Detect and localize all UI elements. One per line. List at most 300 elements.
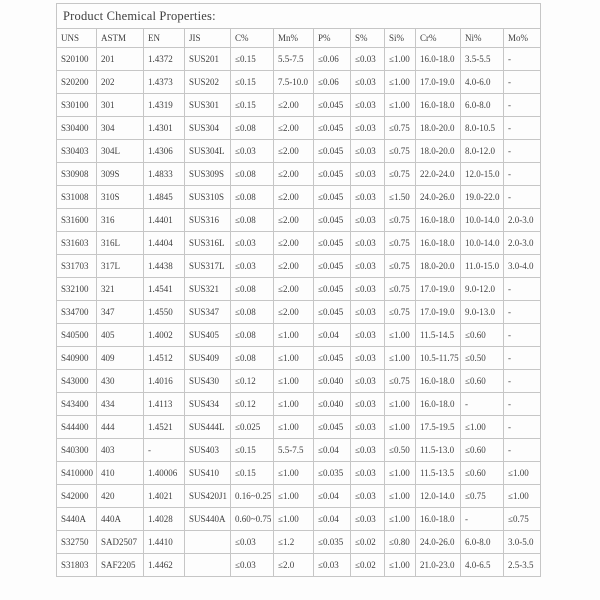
column-header-mo: Mo% — [504, 29, 541, 48]
cell-astm: SAF2205 — [97, 554, 144, 577]
cell-jis — [185, 531, 231, 554]
cell-mo: 3.0-5.0 — [504, 531, 541, 554]
table-row — [57, 94, 541, 117]
cell-astm: 317L — [97, 255, 144, 278]
cell-cr: 24.0-26.0 — [416, 531, 461, 554]
cell-mn: ≤1.00 — [274, 370, 314, 393]
cell-mo: - — [504, 186, 541, 209]
cell-c: 0.16~0.25 — [231, 485, 274, 508]
cell-uns: S30100 — [57, 94, 97, 117]
cell-astm: 430 — [97, 370, 144, 393]
cell-p: ≤0.03 — [314, 554, 351, 577]
cell-c: ≤0.08 — [231, 186, 274, 209]
cell-astm: 316 — [97, 209, 144, 232]
cell-cr: 16.0-18.0 — [416, 370, 461, 393]
cell-en: 1.4550 — [144, 301, 185, 324]
cell-ni: ≤0.60 — [461, 462, 504, 485]
cell-ni: 6.0-8.0 — [461, 531, 504, 554]
cell-astm: 304L — [97, 140, 144, 163]
cell-s: ≤0.03 — [351, 232, 385, 255]
cell-ni: - — [461, 508, 504, 531]
cell-c: ≤0.025 — [231, 416, 274, 439]
table-row — [57, 301, 541, 324]
cell-s: ≤0.03 — [351, 439, 385, 462]
table-row — [57, 255, 541, 278]
table-row — [57, 278, 541, 301]
cell-p: ≤0.045 — [314, 163, 351, 186]
cell-ni: ≤1.00 — [461, 416, 504, 439]
table-row — [57, 370, 541, 393]
column-header-cr: Cr% — [416, 29, 461, 48]
cell-astm: 440A — [97, 508, 144, 531]
cell-c: ≤0.03 — [231, 255, 274, 278]
cell-s: ≤0.02 — [351, 531, 385, 554]
cell-s: ≤0.03 — [351, 209, 385, 232]
cell-cr: 21.0-23.0 — [416, 554, 461, 577]
cell-mo: - — [504, 117, 541, 140]
column-header-ni: Ni% — [461, 29, 504, 48]
cell-ni: ≤0.60 — [461, 324, 504, 347]
cell-p: ≤0.045 — [314, 140, 351, 163]
cell-en: 1.4372 — [144, 48, 185, 71]
cell-jis: SUS317L — [185, 255, 231, 278]
cell-uns: S32100 — [57, 278, 97, 301]
cell-p: ≤0.06 — [314, 48, 351, 71]
cell-cr: 17.0-19.0 — [416, 71, 461, 94]
cell-mn: ≤1.2 — [274, 531, 314, 554]
cell-jis: SUS420J1 — [185, 485, 231, 508]
cell-si: ≤1.00 — [385, 393, 416, 416]
cell-cr: 18.0-20.0 — [416, 117, 461, 140]
cell-astm: 347 — [97, 301, 144, 324]
cell-mo: ≤1.00 — [504, 462, 541, 485]
cell-si: ≤0.50 — [385, 439, 416, 462]
cell-ni: 12.0-15.0 — [461, 163, 504, 186]
cell-p: ≤0.04 — [314, 508, 351, 531]
cell-mo: - — [504, 163, 541, 186]
cell-cr: 24.0-26.0 — [416, 186, 461, 209]
cell-p: ≤0.06 — [314, 71, 351, 94]
cell-ni: 10.0-14.0 — [461, 209, 504, 232]
cell-mo: - — [504, 301, 541, 324]
cell-c: ≤0.08 — [231, 301, 274, 324]
table-row — [57, 140, 541, 163]
cell-astm: 202 — [97, 71, 144, 94]
cell-en: 1.4541 — [144, 278, 185, 301]
cell-en: 1.4833 — [144, 163, 185, 186]
cell-cr: 18.0-20.0 — [416, 255, 461, 278]
cell-mn: 5.5-7.5 — [274, 48, 314, 71]
cell-astm: SAD2507 — [97, 531, 144, 554]
cell-c: ≤0.08 — [231, 117, 274, 140]
table-row — [57, 324, 541, 347]
cell-mo: 2.0-3.0 — [504, 209, 541, 232]
cell-uns: S30400 — [57, 117, 97, 140]
cell-mo: ≤1.00 — [504, 485, 541, 508]
cell-mo: - — [504, 324, 541, 347]
cell-jis: SUS430 — [185, 370, 231, 393]
cell-uns: S42000 — [57, 485, 97, 508]
cell-p: ≤0.045 — [314, 347, 351, 370]
cell-si: ≤0.75 — [385, 370, 416, 393]
cell-c: ≤0.03 — [231, 554, 274, 577]
cell-astm: 321 — [97, 278, 144, 301]
table-row — [57, 393, 541, 416]
cell-astm: 420 — [97, 485, 144, 508]
column-header-uns: UNS — [57, 29, 97, 48]
cell-cr: 16.0-18.0 — [416, 232, 461, 255]
cell-uns: S440A — [57, 508, 97, 531]
cell-p: ≤0.04 — [314, 439, 351, 462]
column-header-si: Si% — [385, 29, 416, 48]
cell-si: ≤0.75 — [385, 209, 416, 232]
cell-si: ≤0.75 — [385, 163, 416, 186]
cell-en: 1.4401 — [144, 209, 185, 232]
cell-cr: 10.5-11.75 — [416, 347, 461, 370]
cell-si: ≤0.80 — [385, 531, 416, 554]
table-header-row — [57, 29, 541, 48]
column-header-c: C% — [231, 29, 274, 48]
cell-mo: - — [504, 416, 541, 439]
cell-si: ≤1.00 — [385, 71, 416, 94]
column-header-p: P% — [314, 29, 351, 48]
cell-mn: ≤1.00 — [274, 485, 314, 508]
cell-mo: - — [504, 48, 541, 71]
cell-astm: 405 — [97, 324, 144, 347]
table-body — [57, 48, 541, 577]
cell-c: ≤0.12 — [231, 393, 274, 416]
cell-en: 1.4512 — [144, 347, 185, 370]
table-row — [57, 48, 541, 71]
cell-uns: S44400 — [57, 416, 97, 439]
cell-mo: - — [504, 347, 541, 370]
cell-mo: - — [504, 140, 541, 163]
chemical-properties-table — [56, 3, 541, 577]
cell-cr: 18.0-20.0 — [416, 140, 461, 163]
column-header-s: S% — [351, 29, 385, 48]
cell-mn: ≤2.0 — [274, 554, 314, 577]
cell-ni: ≤0.60 — [461, 439, 504, 462]
cell-s: ≤0.03 — [351, 508, 385, 531]
cell-mn: ≤2.00 — [274, 255, 314, 278]
table-row — [57, 232, 541, 255]
cell-mn: ≤2.00 — [274, 232, 314, 255]
cell-jis: SUS201 — [185, 48, 231, 71]
cell-uns: S40500 — [57, 324, 97, 347]
cell-mo: - — [504, 439, 541, 462]
cell-p: ≤0.040 — [314, 393, 351, 416]
cell-c: ≤0.08 — [231, 278, 274, 301]
cell-p: ≤0.045 — [314, 94, 351, 117]
cell-astm: 310S — [97, 186, 144, 209]
cell-jis: SUS405 — [185, 324, 231, 347]
cell-en: 1.4404 — [144, 232, 185, 255]
page-title: Product Chemical Properties: — [57, 4, 541, 29]
cell-astm: 444 — [97, 416, 144, 439]
cell-s: ≤0.03 — [351, 462, 385, 485]
cell-c: 0.60~0.75 — [231, 508, 274, 531]
cell-p: ≤0.045 — [314, 278, 351, 301]
table-row — [57, 485, 541, 508]
cell-en: 1.4002 — [144, 324, 185, 347]
cell-ni: 8.0-10.5 — [461, 117, 504, 140]
table-row — [57, 71, 541, 94]
cell-uns: S32750 — [57, 531, 97, 554]
cell-p: ≤0.045 — [314, 301, 351, 324]
cell-uns: S31803 — [57, 554, 97, 577]
cell-ni: 11.0-15.0 — [461, 255, 504, 278]
cell-jis: SUS316L — [185, 232, 231, 255]
column-header-astm: ASTM — [97, 29, 144, 48]
cell-si: ≤0.75 — [385, 278, 416, 301]
cell-jis: SUS440A — [185, 508, 231, 531]
cell-c: ≤0.15 — [231, 71, 274, 94]
cell-en: 1.4113 — [144, 393, 185, 416]
cell-si: ≤1.00 — [385, 462, 416, 485]
cell-c: ≤0.08 — [231, 347, 274, 370]
cell-jis — [185, 554, 231, 577]
cell-c: ≤0.15 — [231, 439, 274, 462]
cell-uns: S20200 — [57, 71, 97, 94]
cell-uns: S30403 — [57, 140, 97, 163]
cell-jis: SUS409 — [185, 347, 231, 370]
cell-s: ≤0.03 — [351, 278, 385, 301]
cell-mn: ≤1.00 — [274, 347, 314, 370]
cell-cr: 16.0-18.0 — [416, 209, 461, 232]
cell-p: ≤0.04 — [314, 324, 351, 347]
cell-astm: 309S — [97, 163, 144, 186]
cell-s: ≤0.03 — [351, 347, 385, 370]
cell-en: 1.4845 — [144, 186, 185, 209]
cell-cr: 17.0-19.0 — [416, 301, 461, 324]
cell-c: ≤0.03 — [231, 232, 274, 255]
cell-jis: SUS444L — [185, 416, 231, 439]
cell-uns: S40900 — [57, 347, 97, 370]
cell-uns: S31603 — [57, 232, 97, 255]
column-header-mn: Mn% — [274, 29, 314, 48]
cell-cr: 16.0-18.0 — [416, 48, 461, 71]
cell-ni: - — [461, 393, 504, 416]
cell-astm: 301 — [97, 94, 144, 117]
cell-en: 1.4021 — [144, 485, 185, 508]
cell-ni: 6.0-8.0 — [461, 94, 504, 117]
cell-en: - — [144, 439, 185, 462]
cell-jis: SUS347 — [185, 301, 231, 324]
column-header-en: EN — [144, 29, 185, 48]
cell-p: ≤0.045 — [314, 117, 351, 140]
cell-si: ≤1.50 — [385, 186, 416, 209]
table-row — [57, 163, 541, 186]
cell-s: ≤0.02 — [351, 554, 385, 577]
cell-uns: S40300 — [57, 439, 97, 462]
cell-jis: SUS316 — [185, 209, 231, 232]
cell-p: ≤0.040 — [314, 370, 351, 393]
cell-ni: 9.0-13.0 — [461, 301, 504, 324]
cell-en: 1.4410 — [144, 531, 185, 554]
table-row — [57, 347, 541, 370]
cell-si: ≤1.00 — [385, 416, 416, 439]
cell-mo: - — [504, 278, 541, 301]
cell-s: ≤0.03 — [351, 416, 385, 439]
cell-s: ≤0.03 — [351, 301, 385, 324]
cell-jis: SUS403 — [185, 439, 231, 462]
cell-mn: ≤2.00 — [274, 117, 314, 140]
cell-mo: ≤0.75 — [504, 508, 541, 531]
cell-en: 1.4319 — [144, 94, 185, 117]
cell-uns: S20100 — [57, 48, 97, 71]
cell-c: ≤0.15 — [231, 462, 274, 485]
cell-jis: SUS310S — [185, 186, 231, 209]
cell-mn: ≤1.00 — [274, 324, 314, 347]
cell-mn: ≤2.00 — [274, 209, 314, 232]
table-title-row — [57, 4, 541, 29]
cell-uns: S30908 — [57, 163, 97, 186]
cell-astm: 403 — [97, 439, 144, 462]
cell-astm: 201 — [97, 48, 144, 71]
cell-si: ≤1.00 — [385, 485, 416, 508]
cell-p: ≤0.035 — [314, 531, 351, 554]
cell-mn: ≤2.00 — [274, 94, 314, 117]
cell-ni: 4.0-6.0 — [461, 71, 504, 94]
cell-mo: - — [504, 71, 541, 94]
cell-si: ≤1.00 — [385, 347, 416, 370]
cell-mo: - — [504, 370, 541, 393]
cell-ni: ≤0.60 — [461, 370, 504, 393]
cell-s: ≤0.03 — [351, 255, 385, 278]
cell-c: ≤0.15 — [231, 48, 274, 71]
cell-mn: 5.5-7.5 — [274, 439, 314, 462]
cell-en: 1.4438 — [144, 255, 185, 278]
cell-en: 1.4301 — [144, 117, 185, 140]
cell-c: ≤0.08 — [231, 163, 274, 186]
table-row — [57, 186, 541, 209]
table-row — [57, 554, 541, 577]
cell-s: ≤0.03 — [351, 117, 385, 140]
cell-cr: 16.0-18.0 — [416, 94, 461, 117]
cell-en: 1.40006 — [144, 462, 185, 485]
table-row — [57, 117, 541, 140]
cell-p: ≤0.04 — [314, 485, 351, 508]
cell-astm: 410 — [97, 462, 144, 485]
table-row — [57, 439, 541, 462]
cell-ni: 19.0-22.0 — [461, 186, 504, 209]
cell-jis: SUS301 — [185, 94, 231, 117]
cell-s: ≤0.03 — [351, 140, 385, 163]
cell-astm: 434 — [97, 393, 144, 416]
cell-p: ≤0.035 — [314, 462, 351, 485]
cell-cr: 22.0-24.0 — [416, 163, 461, 186]
cell-en: 1.4028 — [144, 508, 185, 531]
cell-mn: ≤2.00 — [274, 140, 314, 163]
cell-ni: 10.0-14.0 — [461, 232, 504, 255]
cell-jis: SUS321 — [185, 278, 231, 301]
table-row — [57, 209, 541, 232]
cell-jis: SUS304L — [185, 140, 231, 163]
cell-cr: 11.5-14.5 — [416, 324, 461, 347]
cell-uns: S410000 — [57, 462, 97, 485]
column-header-jis: JIS — [185, 29, 231, 48]
cell-p: ≤0.045 — [314, 255, 351, 278]
cell-si: ≤1.00 — [385, 508, 416, 531]
cell-en: 1.4016 — [144, 370, 185, 393]
table-row — [57, 462, 541, 485]
cell-c: ≤0.08 — [231, 209, 274, 232]
cell-uns: S31600 — [57, 209, 97, 232]
cell-c: ≤0.12 — [231, 370, 274, 393]
cell-s: ≤0.03 — [351, 186, 385, 209]
cell-c: ≤0.03 — [231, 531, 274, 554]
cell-jis: SUS304 — [185, 117, 231, 140]
cell-si: ≤1.00 — [385, 48, 416, 71]
table-row — [57, 416, 541, 439]
cell-mn: ≤1.00 — [274, 462, 314, 485]
cell-mn: 7.5-10.0 — [274, 71, 314, 94]
cell-s: ≤0.03 — [351, 370, 385, 393]
cell-ni: ≤0.75 — [461, 485, 504, 508]
cell-mo: 3.0-4.0 — [504, 255, 541, 278]
cell-jis: SUS410 — [185, 462, 231, 485]
cell-mn: ≤2.00 — [274, 186, 314, 209]
cell-si: ≤1.00 — [385, 324, 416, 347]
cell-p: ≤0.045 — [314, 209, 351, 232]
cell-cr: 11.5-13.0 — [416, 439, 461, 462]
cell-s: ≤0.03 — [351, 48, 385, 71]
cell-si: ≤0.75 — [385, 117, 416, 140]
cell-ni: ≤0.50 — [461, 347, 504, 370]
cell-jis: SUS202 — [185, 71, 231, 94]
cell-cr: 12.0-14.0 — [416, 485, 461, 508]
cell-si: ≤0.75 — [385, 255, 416, 278]
cell-ni: 3.5-5.5 — [461, 48, 504, 71]
cell-uns: S34700 — [57, 301, 97, 324]
cell-cr: 16.0-18.0 — [416, 393, 461, 416]
cell-si: ≤0.75 — [385, 140, 416, 163]
cell-uns: S43000 — [57, 370, 97, 393]
cell-mn: ≤2.00 — [274, 301, 314, 324]
cell-c: ≤0.08 — [231, 324, 274, 347]
cell-en: 1.4462 — [144, 554, 185, 577]
cell-c: ≤0.15 — [231, 94, 274, 117]
cell-en: 1.4373 — [144, 71, 185, 94]
cell-ni: 8.0-12.0 — [461, 140, 504, 163]
cell-mn: ≤2.00 — [274, 278, 314, 301]
cell-mo: 2.0-3.0 — [504, 232, 541, 255]
cell-s: ≤0.03 — [351, 163, 385, 186]
cell-mo: - — [504, 94, 541, 117]
table-row — [57, 508, 541, 531]
cell-mn: ≤1.00 — [274, 393, 314, 416]
cell-s: ≤0.03 — [351, 71, 385, 94]
cell-si: ≤1.00 — [385, 554, 416, 577]
cell-uns: S31008 — [57, 186, 97, 209]
cell-cr: 16.0-18.0 — [416, 508, 461, 531]
cell-astm: 304 — [97, 117, 144, 140]
cell-ni: 9.0-12.0 — [461, 278, 504, 301]
cell-jis: SUS309S — [185, 163, 231, 186]
cell-mn: ≤1.00 — [274, 508, 314, 531]
cell-mo: - — [504, 393, 541, 416]
cell-p: ≤0.045 — [314, 232, 351, 255]
cell-c: ≤0.03 — [231, 140, 274, 163]
cell-mn: ≤2.00 — [274, 163, 314, 186]
cell-astm: 316L — [97, 232, 144, 255]
cell-en: 1.4521 — [144, 416, 185, 439]
cell-s: ≤0.03 — [351, 485, 385, 508]
cell-uns: S43400 — [57, 393, 97, 416]
cell-p: ≤0.045 — [314, 416, 351, 439]
cell-cr: 11.5-13.5 — [416, 462, 461, 485]
cell-en: 1.4306 — [144, 140, 185, 163]
